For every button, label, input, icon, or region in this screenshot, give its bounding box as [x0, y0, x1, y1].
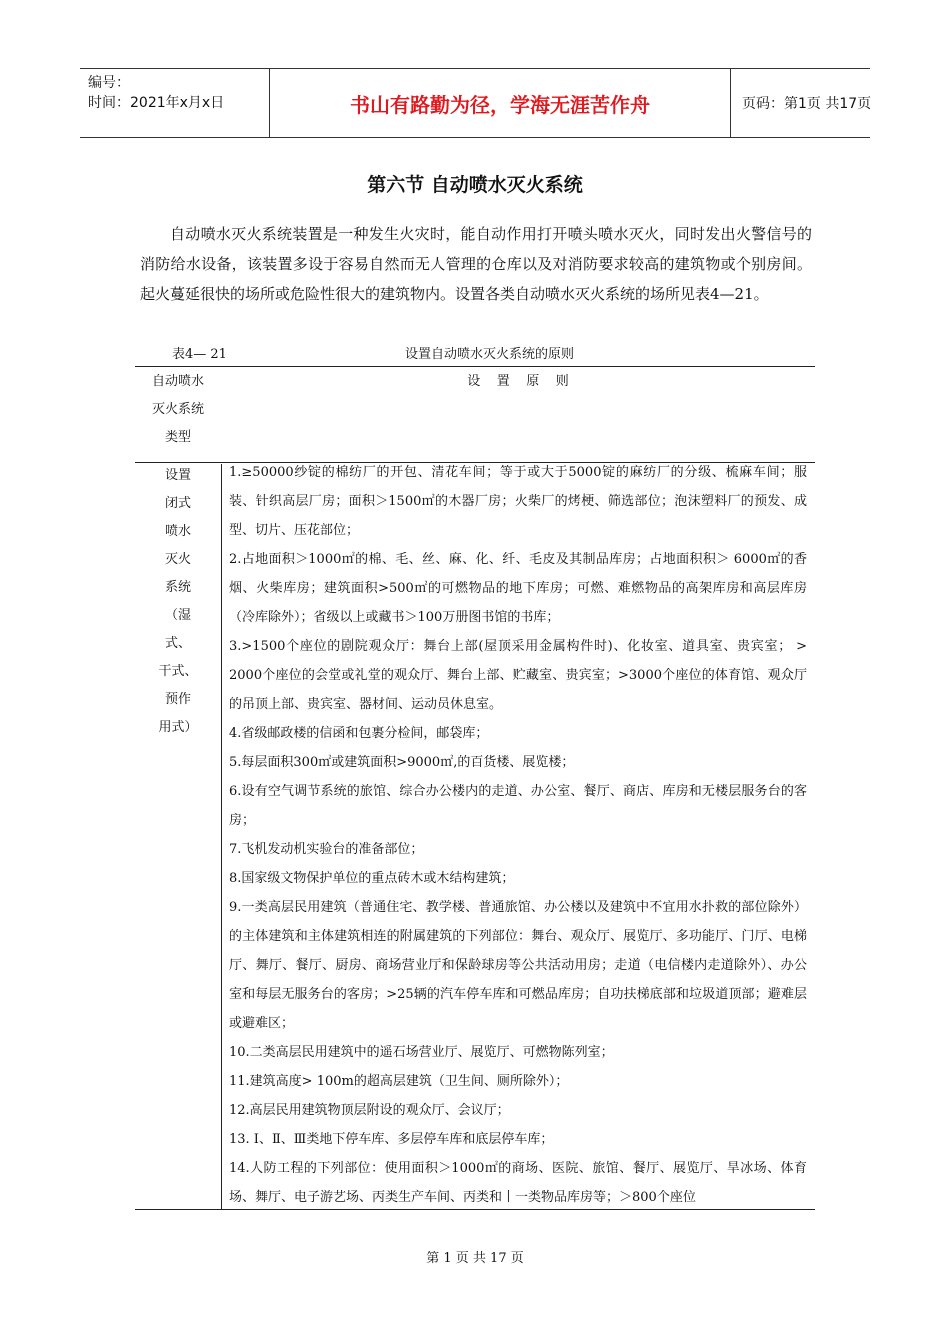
row-type-line: 闭式: [164, 496, 191, 511]
row-type-line: 式、: [164, 636, 191, 651]
table-top-rule: [135, 366, 815, 367]
principle-item: 1.≥50000纱锭的棉纺厂的开包、清花车间；等于或大于5000锭的麻纺厂的分级、梳麻车间；服装、针织高层厂房；面积＞1500㎡的木器厂房；火柴厂的烤梗、筛选部位；泡沫塑料厂的预发、成型、切片、压花部位；: [229, 465, 807, 538]
row-type-line: 喷水: [164, 524, 191, 539]
row-type-line: 设置: [164, 468, 191, 483]
page-footer: 第 1 页 共 17 页: [426, 1251, 524, 1266]
principle-item: 6.设有空气调节系统的旅馆、综合办公楼内的走道、办公室、餐厅、商店、库房和无楼层服务台的客房；: [229, 784, 807, 828]
principles-table: [135, 366, 815, 1210]
principle-item: 10.二类高层民用建筑中的遥石场营业厅、展览厅、可燃物陈列室；: [229, 1045, 614, 1060]
principle-item: 8.国家级文物保护单位的重点砖木或木结构建筑；: [229, 871, 515, 886]
principle-item: 9.一类高层民用建筑（普通住宅、教学楼、普通旅馆、办公楼以及建筑中不宜用水扑救的部位除外）的主体建筑和主体建筑相连的附属建筑的下列部位：舞台、观众厅、展览厅、多功能厅、门厅、电梯厅、舞厅、餐厅、厨房、商场营业厅和保龄球房等公共活动用房；走道（电信楼内走道除外）、办公室和每层无服务台的客房；>25辆的汽车停车库和可燃品库房；自功扶梯底部和垃圾道顶部；避难层或避难区；: [229, 900, 807, 1031]
row-type-line: 系统: [164, 580, 191, 595]
header-meta: [80, 69, 270, 137]
table-caption: 设置自动喷水灭火系统的原则: [405, 347, 575, 362]
principle-item: 4.省级邮政楼的信函和包裹分检间，邮袋库；: [229, 726, 489, 741]
header-page-info: 页码：第1页 共17页: [742, 96, 872, 112]
col-header-type-line: 自动喷水: [151, 374, 204, 389]
row-type-line: 灭火: [164, 552, 191, 567]
principle-item: 2.占地面积＞1000㎡的棉、毛、丝、麻、化、纤、毛皮及其制品库房；占地面积积＞ 6000㎡的香烟、火柴库房；建筑面积>500㎡的可燃物品的地下库房；可燃、难燃物品的高架库房和高层库房（冷库除外）；省级以上或藏书＞100万册图书馆的书库；: [229, 552, 807, 625]
row-type-line: （湿: [164, 608, 191, 623]
row-type-line: 干式、: [158, 664, 198, 679]
principle-list: [229, 458, 807, 1212]
page-header: [80, 68, 870, 138]
table-number: 表4— 21: [172, 347, 227, 362]
principle-item: 5.每层面积300㎡或建筑面积>9000㎡,的百货楼、展览楼；: [229, 755, 575, 770]
header-motto: 书山有路勤为径，学海无涯苦作舟: [270, 69, 731, 137]
doc-date-label: 时间：2021年x月x日: [88, 95, 225, 111]
principle-item: 12.高层民用建筑物顶层附设的观众厅、会议厅；: [229, 1103, 510, 1118]
col-header-type-line: 灭火系统: [151, 402, 204, 417]
intro-paragraph: 自动喷水灭火系统装置是一种发生火灾时，能自动作用打开喷头喷水灭火，同时发出火警信号的消防给水设备，该装置多设于容易自然而无人管理的仓库以及对消防要求较高的建筑物或个别房间。起火蔓延很快的场所或危险性很大的建筑物内。设置各类自动喷水灭火系统的场所见表4—21。: [140, 225, 812, 303]
row-type-line: 用式）: [158, 720, 198, 735]
col-header-principle: 设 置 原 则: [467, 374, 569, 389]
principle-item: 13. Ⅰ、Ⅱ、Ⅲ类地下停车库、多层停车库和底层停车库；: [229, 1132, 554, 1147]
principle-item: 14.人防工程的下列部位：使用面积＞1000㎡的商场、医院、旅馆、餐厅、展览厅、旱冰场、体育场、舞厅、电子游艺场、丙类生产车间、丙类和丨一类物品库房等；＞800个座位: [229, 1161, 807, 1205]
doc-number-label: 编号：: [88, 75, 130, 91]
section-title: 第六节 自动喷水灭火系统: [367, 174, 583, 196]
col-header-type: [135, 368, 221, 452]
table-column-divider: [221, 464, 222, 1210]
row-type-cell: [135, 462, 221, 742]
principle-item: 7.飞机发动机实验台的准备部位；: [229, 842, 424, 857]
principle-item: 3.>1500个座位的剧院观众厅：舞台上部(屋顶采用金属构件时)、化妆室、道具室、贵宾室； > 2000个座位的会堂或礼堂的观众厅、舞台上部、贮藏室、贵宾室；>3000个座位的体育馆、观众厅的吊顶上部、贵宾室、器材间、运动员休息室。: [229, 639, 807, 712]
principle-item: 11.建筑高度> 100m的超高层建筑（卫生间、厕所除外）；: [229, 1074, 569, 1089]
col-header-type-line: 类型: [164, 430, 191, 445]
row-type-line: 预作: [164, 692, 191, 707]
